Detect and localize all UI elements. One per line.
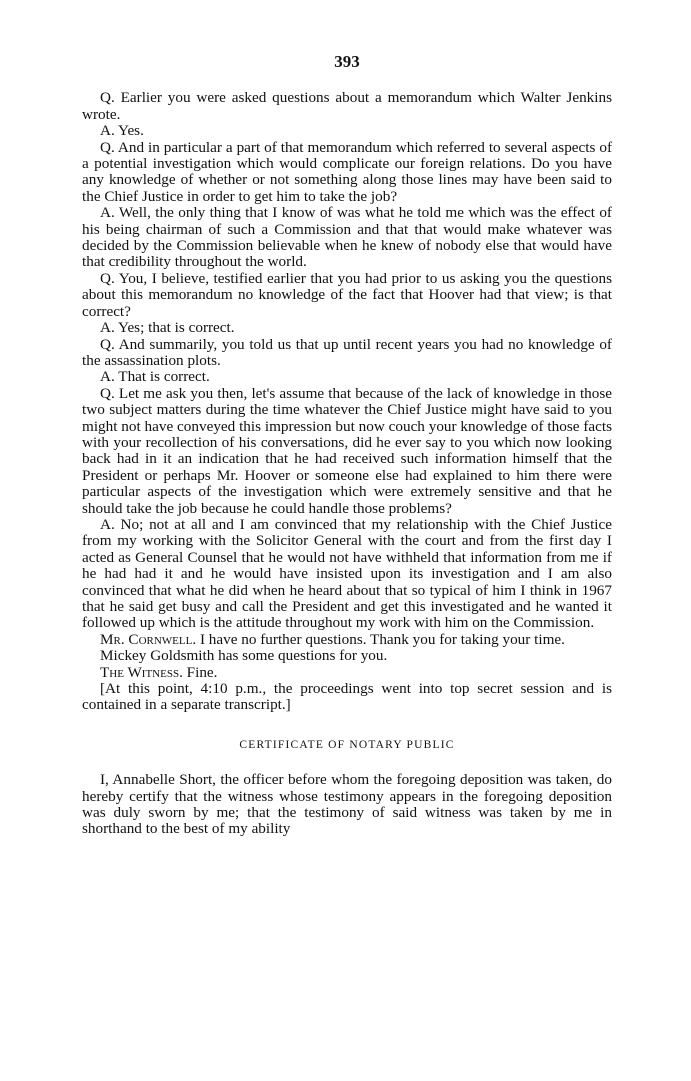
paragraph-question-assassination-plots: Q. And summarily, you told us that up until recent years you had no knowledge of the assassination plots.: [82, 335, 612, 369]
paragraph-question-chief-justice: Q. Let me ask you then, let's assume that because of the lack of knowledge in those two subject matters during the time whatever the Chief Justice might have said to you might not have conveyed this impression but now couch your knowledge of those facts with your recollection of his conversations, did he ever say to you which now looking back had in it an indication that he had received such information himself that the President or perhaps Mr. Hoover or someone else had explained to him there were particular aspects of the investigation which were extremely sensitive and that he should take the job because he could handle those problems?: [82, 384, 612, 517]
paragraph-question-hoover-view: Q. You, I believe, testified earlier that you had prior to us asking you the questions about this memorandum no knowledge of the fact that Hoover had that view; is that correct?: [82, 269, 612, 320]
speaker-cornwell: Mr. Cornwell.: [100, 630, 197, 648]
witness-text: Fine.: [182, 663, 218, 681]
paragraph-certificate: I, Annabelle Short, the officer before whom the foregoing deposition was taken, do hereby certify that the witness whose testimony appears in the foregoing deposition was duly sworn by me; that the testimony of said witness was taken by me in shorthand to the best of my ability: [82, 771, 612, 838]
paragraph-witness-statement: [82, 665, 612, 681]
document-page: [82, 54, 612, 838]
paragraph-bracket-note: [At this point, 4:10 p.m., the proceedings went into top secret session and is contained in a separate transcript.]: [82, 680, 612, 714]
paragraph-answer-not-at-all: A. No; not at all and I am convinced that my relationship with the Chief Justice from my working with the Solicitor General with the court and from the first day I acted as General Counsel that he would not have withheld that information from me if he had had it and he would have insisted upon its investigation and I am also convinced that what he did when he heard about that so typical of him I think in 1967 that he said get busy and call the President and get this investigated and he wanted it followed up which is the attitude throughout my work with him on the Commission.: [82, 515, 612, 632]
paragraph-goldsmith: Mickey Goldsmith has some questions for you.: [100, 647, 388, 665]
paragraph-answer-yes: A. Yes.: [100, 122, 144, 140]
paragraph-question-memorandum: Q. Earlier you were asked questions about a memorandum which Walter Jenkins wrote.: [82, 89, 612, 123]
paragraph-cornwell-statement: [82, 632, 612, 648]
paragraph-answer-that-is-correct: A. That is correct.: [100, 368, 210, 386]
paragraph-question-foreign-relations: Q. And in particular a part of that memorandum which referred to several aspects of a potential investigation which would complicate our foreign relations. Do you have any knowledge of whether or not something along those lines may have been said to the Chief Justice in order to get him to take the job?: [82, 138, 612, 205]
cornwell-text: I have no further questions. Thank you for taking your time.: [196, 630, 565, 648]
speaker-witness: The Witness.: [100, 663, 183, 681]
paragraph-answer-correct: A. Yes; that is correct.: [100, 319, 235, 337]
paragraph-answer-chairman: A. Well, the only thing that I know of was what he told me which was the effect of his being chairman of such a Commission and that that would make whatever was decided by the Commission believable when he knew of nobody else that would have that credibility throughout the world.: [82, 204, 612, 271]
certificate-heading: CERTIFICATE OF NOTARY PUBLIC: [239, 738, 455, 751]
page-number: 393: [334, 52, 360, 71]
